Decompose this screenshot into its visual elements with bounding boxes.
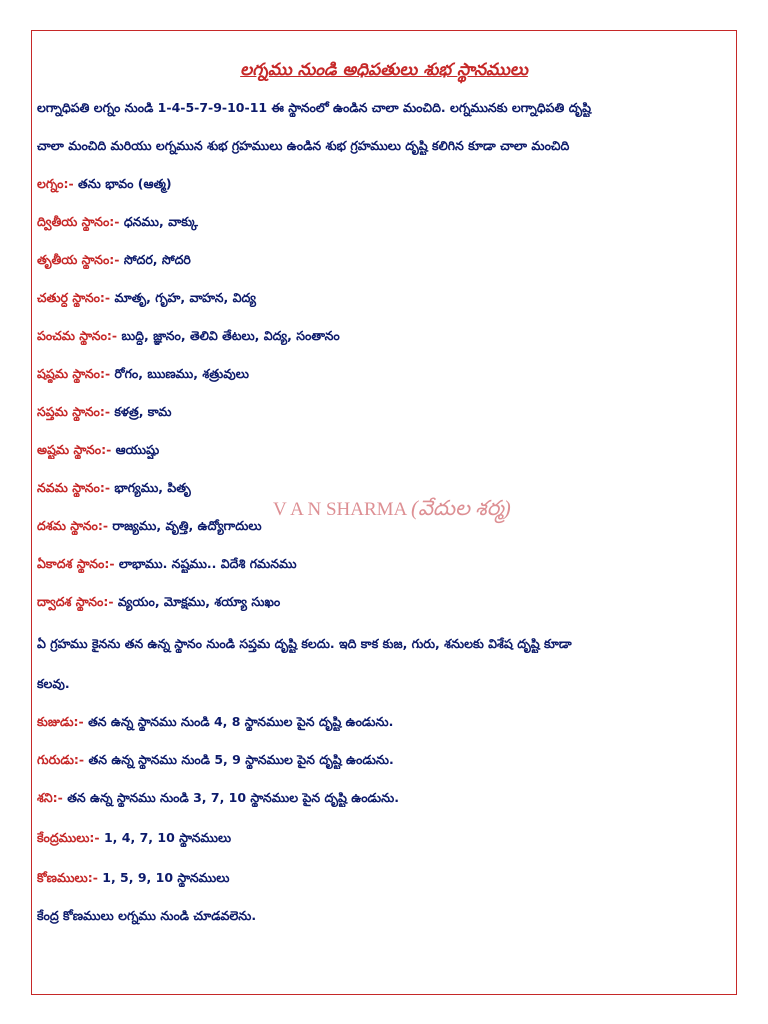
kendra-text: 1, 4, 7, 10 స్థానములు <box>99 830 232 845</box>
intro-line-1: లగ్నాధిపతి లగ్నం నుండి 1-4-5-7-9-10-11 ఈ స్థానంలో ఉండిన చాలా మంచిది. లగ్నమునకు లగ్నాధిపతి దృష్టి <box>37 100 592 115</box>
house-row-3 <box>37 251 733 269</box>
house-text: కళత్ర, కామ <box>110 404 172 419</box>
house-label: సప్తమ స్థానం:- <box>37 404 111 419</box>
house-text: సోదర, సోదరి <box>119 252 191 267</box>
watermark-telugu: (వేదుల శర్మ) <box>410 496 511 520</box>
planet-row-guru <box>37 751 733 769</box>
planet-row-kuja <box>37 713 733 731</box>
house-text: మాతృ, గృహ, వాహన, విద్య <box>110 290 256 305</box>
planet-text: తన ఉన్న స్థానము నుండి 3, 7, 10 స్థానముల పైన దృష్టి ఉండును. <box>62 790 399 805</box>
house-text: లాభాము. నష్టము.. విదేశి గమనము <box>114 556 297 571</box>
closing-line: కేంద్ర కోణములు లగ్నము నుండి చూడవలెను. <box>37 908 257 923</box>
house-text: బుద్ధి, జ్ఞానం, తెలివి తేటలు, విద్య, సంతానం <box>117 328 340 343</box>
house-row-7 <box>37 403 733 421</box>
house-label: దశమ స్థానం:- <box>37 518 109 533</box>
house-label: ద్వితీయ స్థానం:- <box>37 214 120 229</box>
watermark-latin: V A N SHARMA <box>273 499 407 520</box>
house-text: వ్యయం, మోక్షము, శయ్యా సుఖం <box>113 594 281 609</box>
planet-label: గురుడు:- <box>37 752 85 767</box>
planet-text: తన ఉన్న స్థానము నుండి 4, 8 స్థానముల పైన దృష్టి ఉండును. <box>83 714 394 729</box>
house-label: షష్ఠమ స్థానం:- <box>37 366 111 381</box>
planet-label: కుజుడు:- <box>37 714 84 729</box>
kona-row <box>37 869 733 887</box>
planet-text: తన ఉన్న స్థానము నుండి 5, 9 స్థానముల పైన దృష్టి ఉండును. <box>84 752 394 767</box>
house-row-6 <box>37 365 733 383</box>
kona-label: కోణములు:- <box>37 870 98 885</box>
kona-text: 1, 5, 9, 10 స్థానములు <box>97 870 230 885</box>
house-label: ద్వాదశ స్థానం:- <box>37 594 114 609</box>
house-label: చతుర్ధ స్థానం:- <box>37 290 111 305</box>
aspect-line-2: కలవు. <box>37 676 70 691</box>
house-text: తను భావం (ఆత్మ) <box>73 176 172 191</box>
kendra-row <box>37 829 733 847</box>
house-row-4 <box>37 289 733 307</box>
house-label: లగ్నం:- <box>37 176 74 191</box>
house-text: రాజ్యము, వృత్తి, ఉద్యోగాదులు <box>108 518 262 533</box>
house-row-11 <box>37 555 733 573</box>
author-watermark <box>273 496 511 526</box>
house-text: ధనము, వాక్కు <box>119 214 198 229</box>
house-row-2 <box>37 213 733 231</box>
house-label: నవమ స్థానం:- <box>37 480 111 495</box>
house-row-lagnam <box>37 175 733 193</box>
house-text: ఆయుష్షు <box>111 442 160 457</box>
house-label: ఏకాదశ స్థానం:- <box>37 556 115 571</box>
house-text: రోగం, ఋణము, శత్రువులు <box>110 366 249 381</box>
house-row-8 <box>37 441 733 459</box>
house-label: తృతీయ స్థానం:- <box>37 252 120 267</box>
house-label: పంచమ స్థానం:- <box>37 328 118 343</box>
aspect-line-1: ఏ గ్రహము కైనను తన ఉన్న స్థానం నుండి సప్తమ దృష్టి కలదు. ఇది కాక కుజ, గురు, శనులకు విశేష దృష్టి కూడా <box>37 636 572 651</box>
house-row-5 <box>37 327 733 345</box>
intro-line-2: చాలా మంచిది మరియు లగ్నమున శుభ గ్రహములు ఉండిన శుభ గ్రహములు దృష్టి కలిగిన కూడా చాలా మంచిది <box>37 138 570 153</box>
house-row-12 <box>37 593 733 611</box>
page-title: లగ్నము నుండి అధిపతులు శుభ స్థానములు <box>240 60 528 80</box>
house-label: అష్టమ స్థానం:- <box>37 442 112 457</box>
planet-row-shani <box>37 789 733 807</box>
planet-label: శని:- <box>37 790 63 805</box>
house-text: భాగ్యము, పితృ <box>110 480 191 495</box>
kendra-label: కేంద్రములు:- <box>37 830 100 845</box>
house-row-9 <box>37 479 733 497</box>
